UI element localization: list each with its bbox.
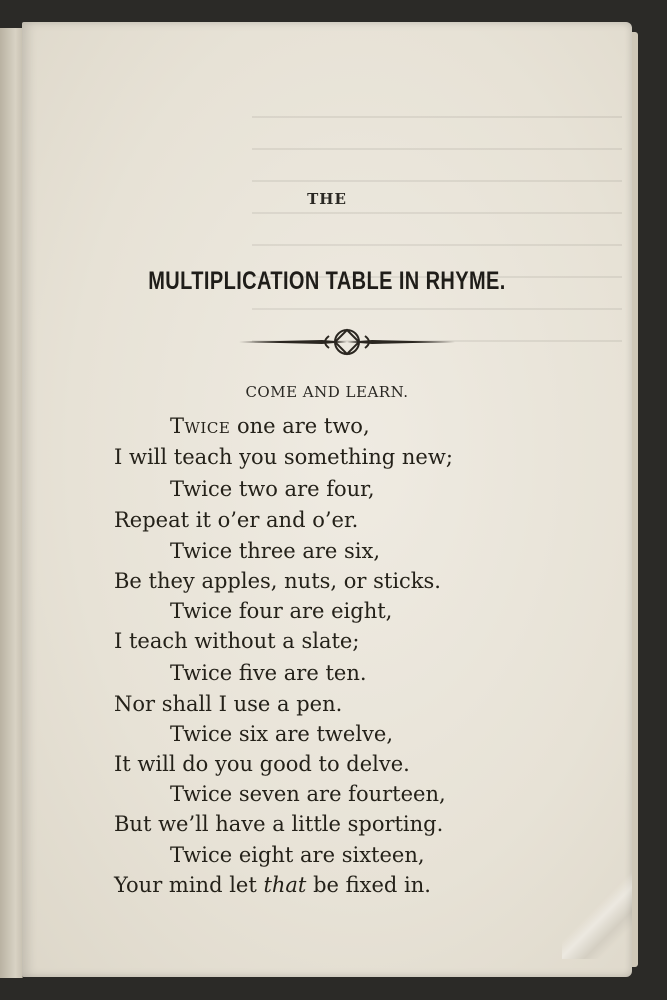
verse-line-5: Twice three are six, [170, 539, 381, 563]
verse-line-1: Twice one are two, [170, 414, 370, 438]
page-title: MULTIPLICATION TABLE IN RHYME. [148, 267, 506, 295]
verse-line-7: Twice four are eight, [170, 599, 393, 623]
verse-line-11: Twice six are twelve, [170, 722, 394, 746]
verse-line-8: I teach without a slate; [114, 629, 360, 653]
verse-line-6: Be they apples, nuts, or sticks. [114, 569, 441, 593]
verse-line-14: But we’ll have a little sporting. [114, 812, 444, 836]
verse-line-13: Twice seven are fourteen, [170, 782, 446, 806]
verse-line-16: Your mind let that be fixed in. [114, 873, 431, 897]
verse-line-15: Twice eight are sixteen, [170, 843, 425, 867]
facing-page-edge [0, 28, 23, 978]
verse-line-2: I will teach you something new; [114, 445, 453, 469]
verse-line-9: Twice five are ten. [170, 661, 367, 685]
verse-line-4: Repeat it o’er and o’er. [114, 508, 359, 532]
section-subtitle: COME AND LEARN. [245, 383, 409, 401]
heading-the: THE [307, 190, 347, 208]
book-page [22, 22, 632, 977]
verse-line-12: It will do you good to delve. [114, 752, 410, 776]
page-crease [562, 869, 632, 959]
verse-line-3: Twice two are four, [170, 477, 375, 501]
page-edge [632, 32, 638, 967]
ornament-divider-icon [237, 325, 457, 359]
verse-line-10: Nor shall I use a pen. [114, 692, 343, 716]
